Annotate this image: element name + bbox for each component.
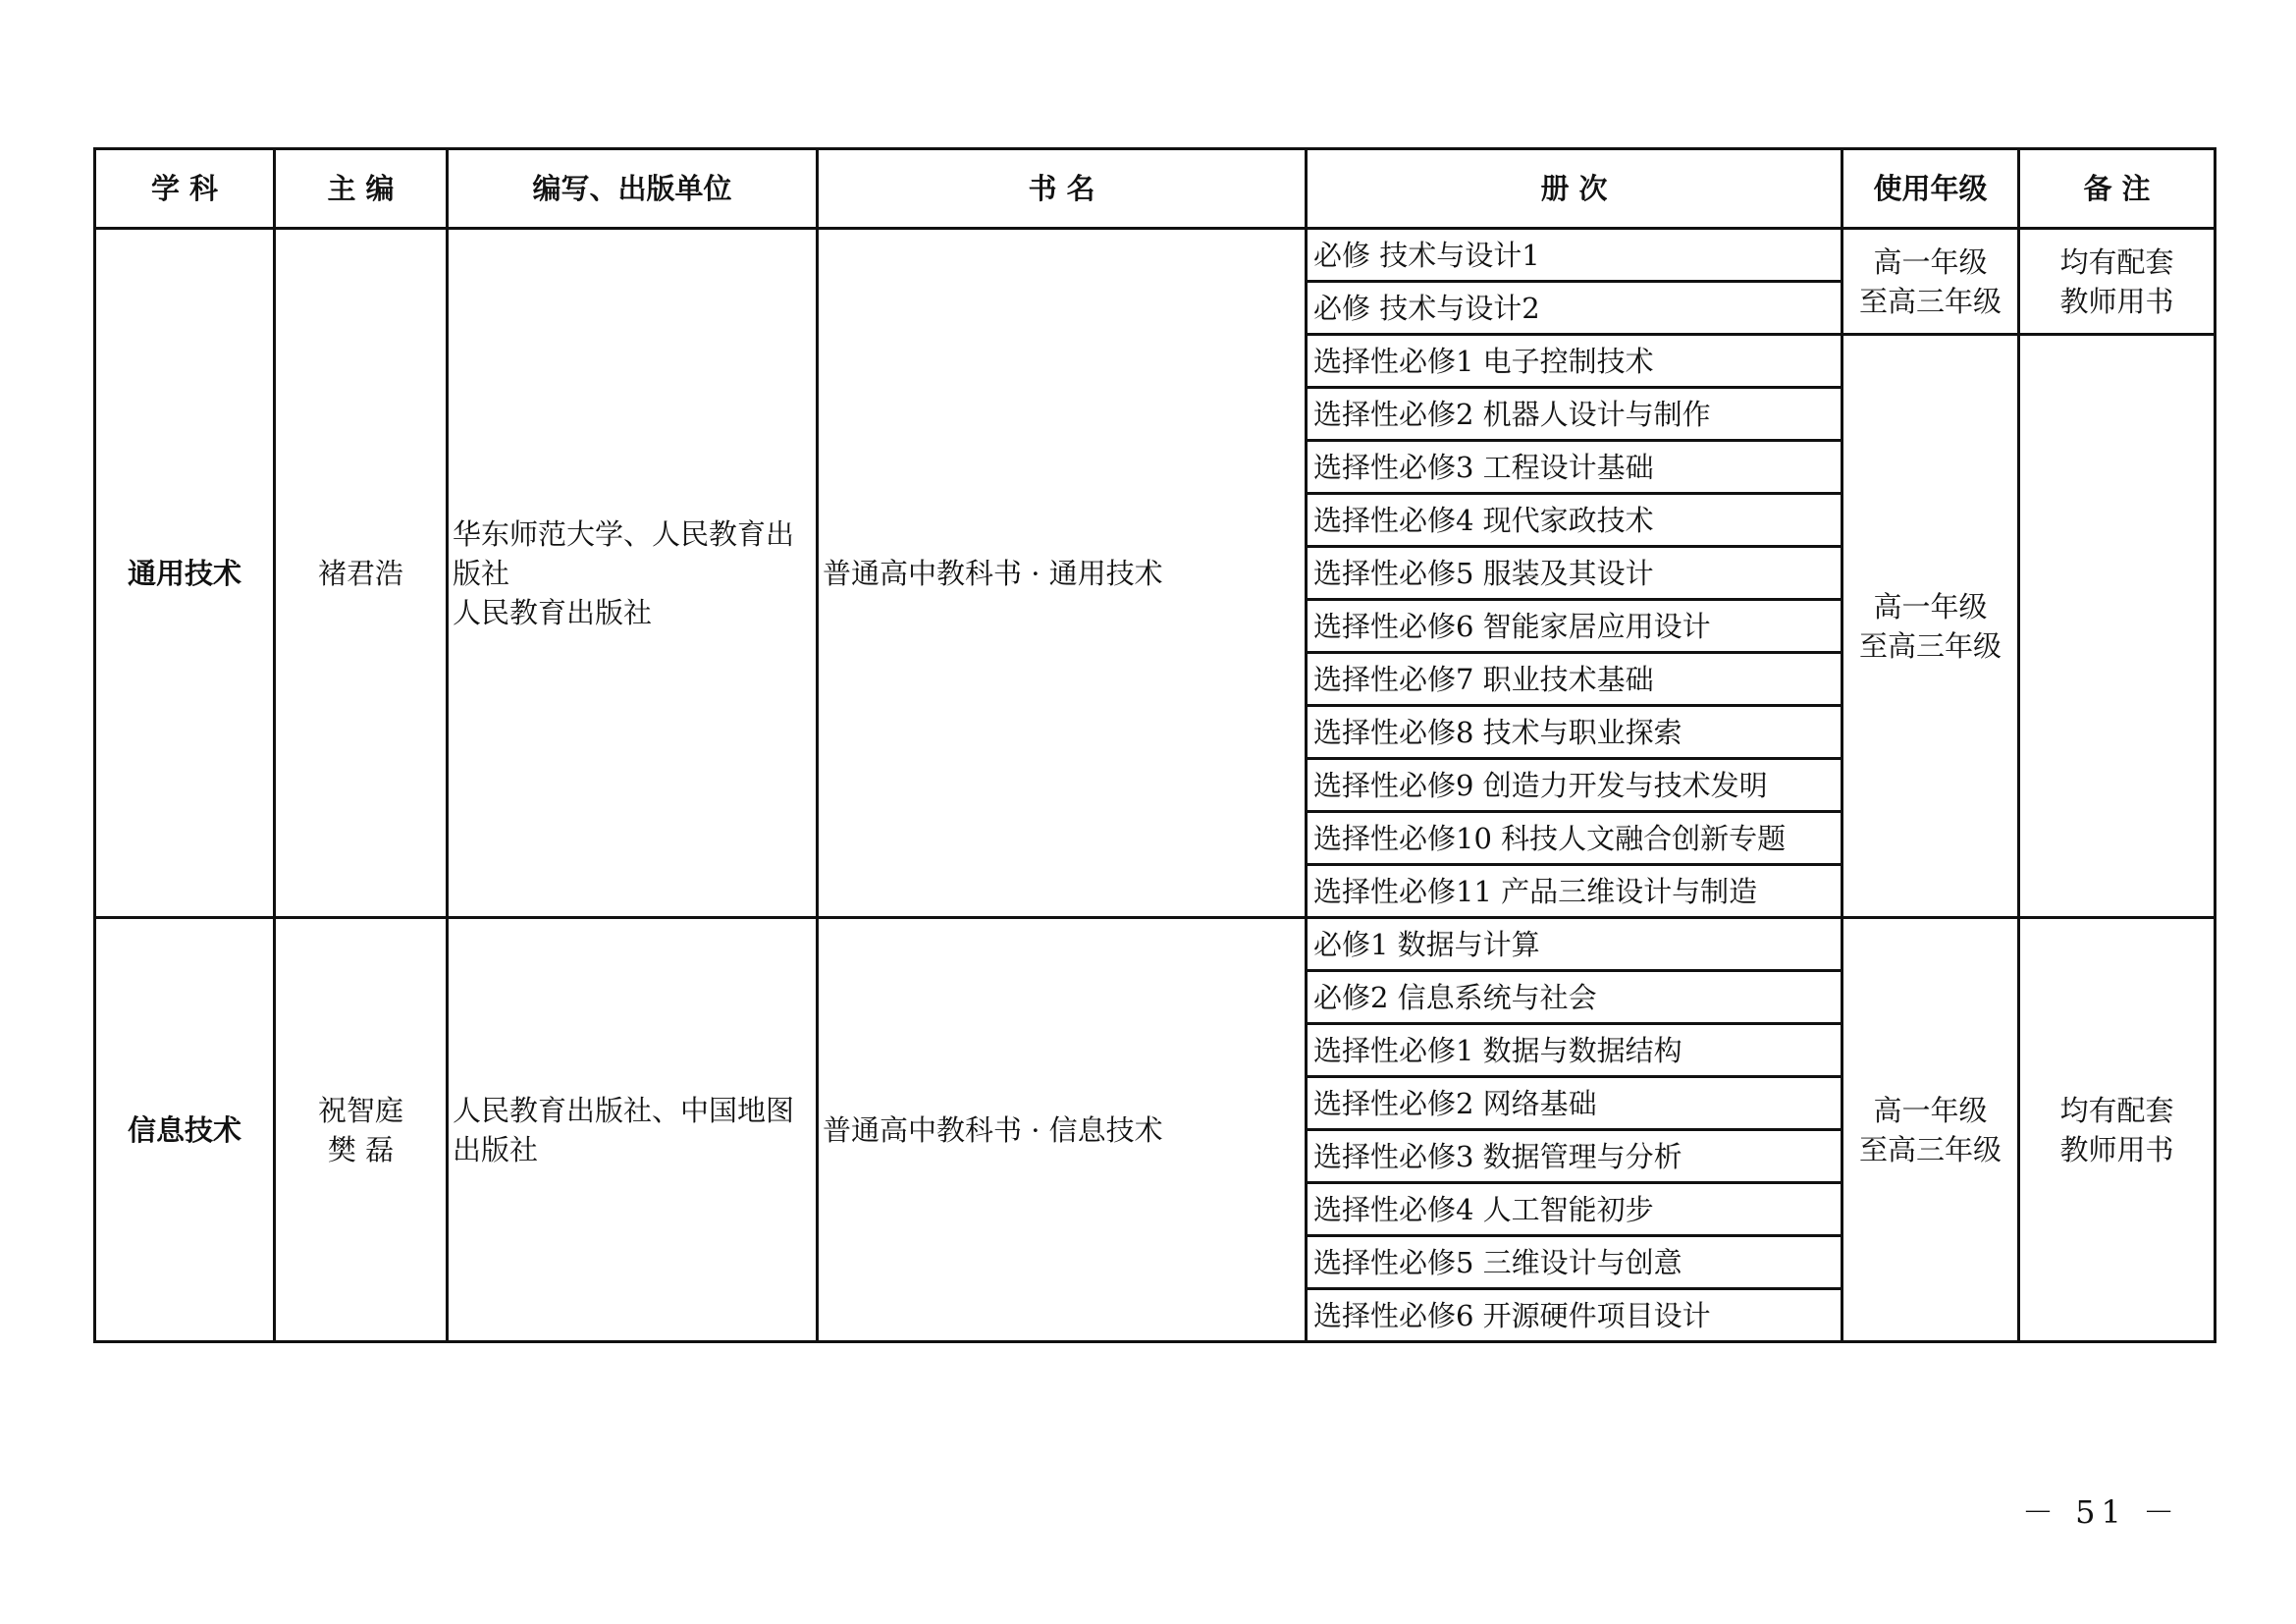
- note-line: 均有配套: [2059, 1093, 2174, 1127]
- volume-cell: 选择性必修5 服装及其设计: [1307, 547, 1842, 600]
- table-row: [95, 229, 2216, 282]
- volume-cell: 必修2 信息系统与社会: [1307, 971, 1842, 1024]
- editor-line: 樊 磊: [327, 1132, 395, 1166]
- volume-cell: 选择性必修1 电子控制技术: [1307, 335, 1842, 388]
- table-row: [95, 918, 2216, 971]
- grade-line: 至高三年级: [1858, 284, 2002, 318]
- subject-cell: 通用技术: [95, 229, 275, 918]
- volume-cell: 必修 技术与设计2: [1307, 282, 1842, 335]
- volume-cell: 选择性必修9 创造力开发与技术发明: [1307, 759, 1842, 812]
- note-line: 教师用书: [2059, 1132, 2174, 1166]
- grade-line: 高一年级: [1873, 244, 1988, 279]
- textbook-table: [93, 147, 2216, 1343]
- volume-cell: 选择性必修8 技术与职业探索: [1307, 706, 1842, 759]
- header-grade: 使用年级: [1842, 149, 2019, 229]
- volume-cell: 选择性必修6 开源硬件项目设计: [1307, 1289, 1842, 1342]
- header-note: 备 注: [2019, 149, 2216, 229]
- grade-line: 至高三年级: [1858, 628, 2002, 663]
- header-publisher: 编写、出版单位: [448, 149, 818, 229]
- volume-cell: 选择性必修4 人工智能初步: [1307, 1183, 1842, 1236]
- page-number: － 51 －: [2022, 1493, 2181, 1531]
- volume-cell: 选择性必修7 职业技术基础: [1307, 653, 1842, 706]
- header-book-title: 书 名: [818, 149, 1307, 229]
- volume-cell: 选择性必修11 产品三维设计与制造: [1307, 865, 1842, 918]
- grade-cell: [1842, 335, 2019, 918]
- volume-cell: 必修1 数据与计算: [1307, 918, 1842, 971]
- volume-cell: 选择性必修2 机器人设计与制作: [1307, 388, 1842, 441]
- volume-cell: 选择性必修10 科技人文融合创新专题: [1307, 812, 1842, 865]
- editor-line: 祝智庭: [317, 1093, 403, 1127]
- note-line: 均有配套: [2059, 244, 2174, 279]
- publisher-line: 人民教育出版社: [453, 595, 653, 629]
- publisher-line: 华东师范大学、人民教育出版社: [453, 516, 795, 590]
- book-title-cell: 普通高中教科书 · 信息技术: [818, 918, 1307, 1342]
- editor-cell: 褚君浩: [275, 229, 448, 918]
- volume-cell: 选择性必修2 网络基础: [1307, 1077, 1842, 1130]
- note-line: 教师用书: [2059, 284, 2174, 318]
- volume-cell: 选择性必修1 数据与数据结构: [1307, 1024, 1842, 1077]
- publisher-cell: 人民教育出版社、中国地图出版社: [448, 918, 818, 1342]
- volume-cell: 选择性必修3 工程设计基础: [1307, 441, 1842, 494]
- header-editor: 主 编: [275, 149, 448, 229]
- editor-cell: [275, 918, 448, 1342]
- grade-line: 至高三年级: [1858, 1132, 2002, 1166]
- publisher-cell: [448, 229, 818, 918]
- grade-cell: [1842, 918, 2019, 1342]
- volume-cell: 选择性必修4 现代家政技术: [1307, 494, 1842, 547]
- book-title-cell: 普通高中教科书 · 通用技术: [818, 229, 1307, 918]
- grade-cell: [1842, 229, 2019, 335]
- volume-cell: 选择性必修5 三维设计与创意: [1307, 1236, 1842, 1289]
- grade-line: 高一年级: [1873, 589, 1988, 623]
- grade-line: 高一年级: [1873, 1093, 1988, 1127]
- volume-cell: 选择性必修6 智能家居应用设计: [1307, 600, 1842, 653]
- header-row: [95, 149, 2216, 229]
- header-subject: 学 科: [95, 149, 275, 229]
- volume-cell: 必修 技术与设计1: [1307, 229, 1842, 282]
- note-cell-empty: [2019, 335, 2216, 918]
- volume-cell: 选择性必修3 数据管理与分析: [1307, 1130, 1842, 1183]
- header-volume: 册 次: [1307, 149, 1842, 229]
- note-cell: [2019, 229, 2216, 335]
- note-cell: [2019, 918, 2216, 1342]
- subject-cell: 信息技术: [95, 918, 275, 1342]
